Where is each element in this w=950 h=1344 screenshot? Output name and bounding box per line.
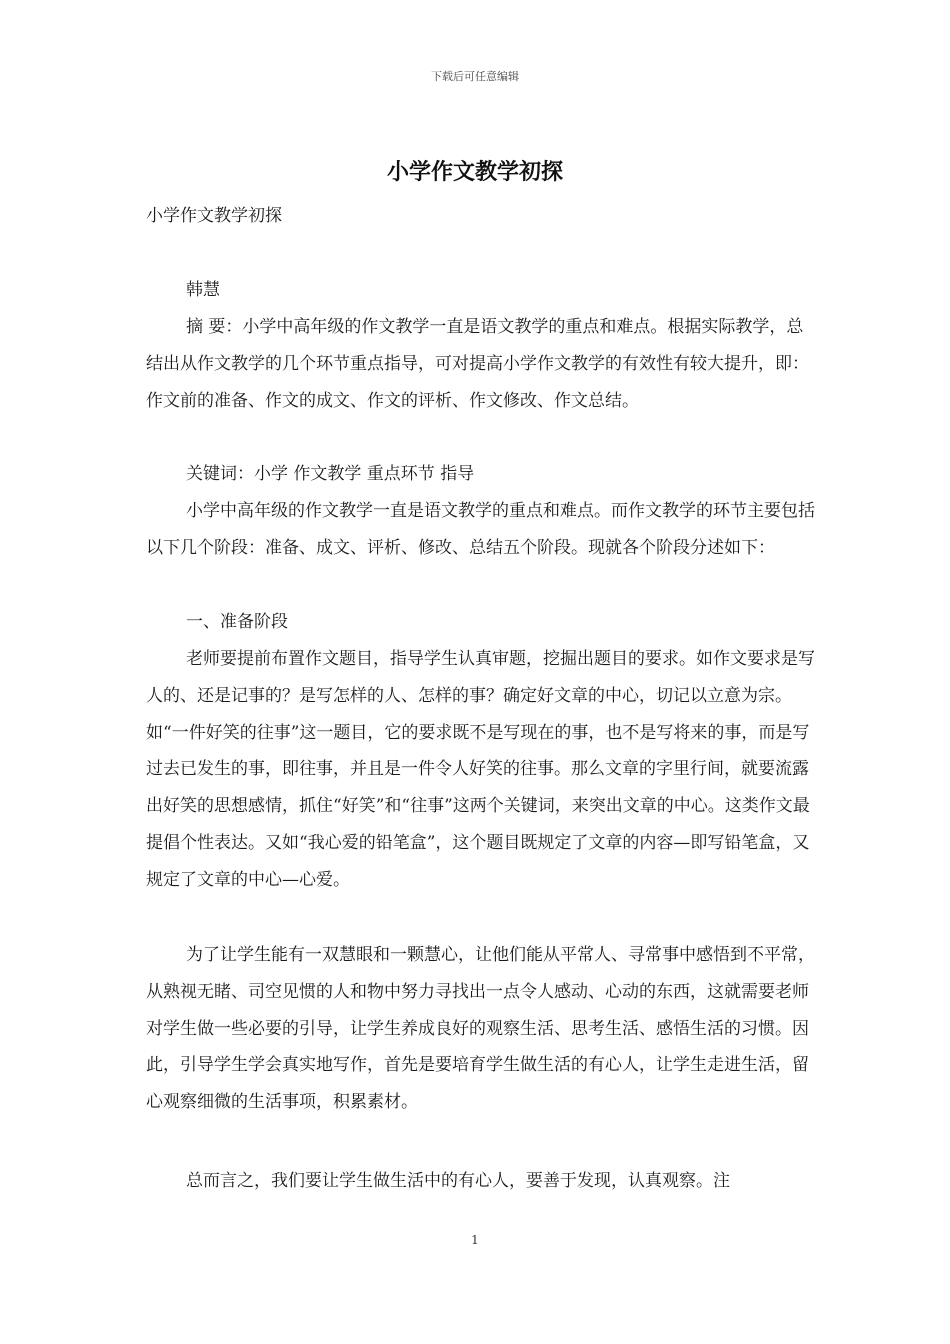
page-number: 1 [471, 1233, 479, 1247]
body-paragraph-1: 老师要提前布置作文题目，指导学生认真审题，挖掘出题目的要求。如作文要求是写人的、还是记事的？是写怎样的人、怎样的事？确定好文章的中心，切记以立意为宗。如“一件好笑的往事”这一题目，它的要求既不是写现在的事，也不是写将来的事，而是写过去已发生的事，即往事，并且是一件令人好笑的往事。那么文章的字里行间，就要流露出好笑的思想感情，抓住“好笑”和“往事”这两个关键词，来突出文章的中心。这类作文最提倡个性表达。又如“我心爱的铅笔盒”，这个题目既规定了文章的内容—即写铅笔盒，又规定了文章的中心—心爱。 [146, 649, 815, 890]
subtitle: 小学作文教学初探 [146, 206, 282, 226]
page-title: 小学作文教学初探 [386, 159, 563, 185]
keywords: 关键词：小学 作文教学 重点环节 指导 [186, 464, 475, 484]
header-note: 下载后可任意编辑 [431, 70, 519, 83]
author: 韩慧 [186, 280, 220, 300]
body-paragraph-3: 总而言之，我们要让学生做生活中的有心人，要善于发现，认真观察。注 [186, 1171, 730, 1191]
abstract: 摘 要：小学中高年级的作文教学一直是语文教学的重点和难点。根据实际教学，总结出从作文教学的几个环节重点指导，可对提高小学作文教学的有效性有较大提升，即：作文前的准备、作文的成文、作文的评析、作文修改、作文总结。 [146, 317, 809, 411]
body-paragraph-2: 为了让学生能有一双慧眼和一颗慧心，让他们能从平常人、寻常事中感悟到不平常，从熟视无睹、司空见惯的人和物中努力寻找出一点令人感动、心动的东西，这就需要老师对学生做一些必要的引导，让学生养成良好的观察生活、思考生活、感悟生活的习惯。因此，引导学生学会真实地写作，首先是要培育学生做生活的有心人，让学生走进生活，留心观察细微的生活事项，积累素材。 [146, 945, 815, 1113]
intro-paragraph: 小学中高年级的作文教学一直是语文教学的重点和难点。而作文教学的环节主要包括以下几个阶段：准备、成文、评析、修改、总结五个阶段。现就各个阶段分述如下： [146, 501, 815, 558]
section-heading-preparation: 一、准备阶段 [186, 612, 288, 632]
